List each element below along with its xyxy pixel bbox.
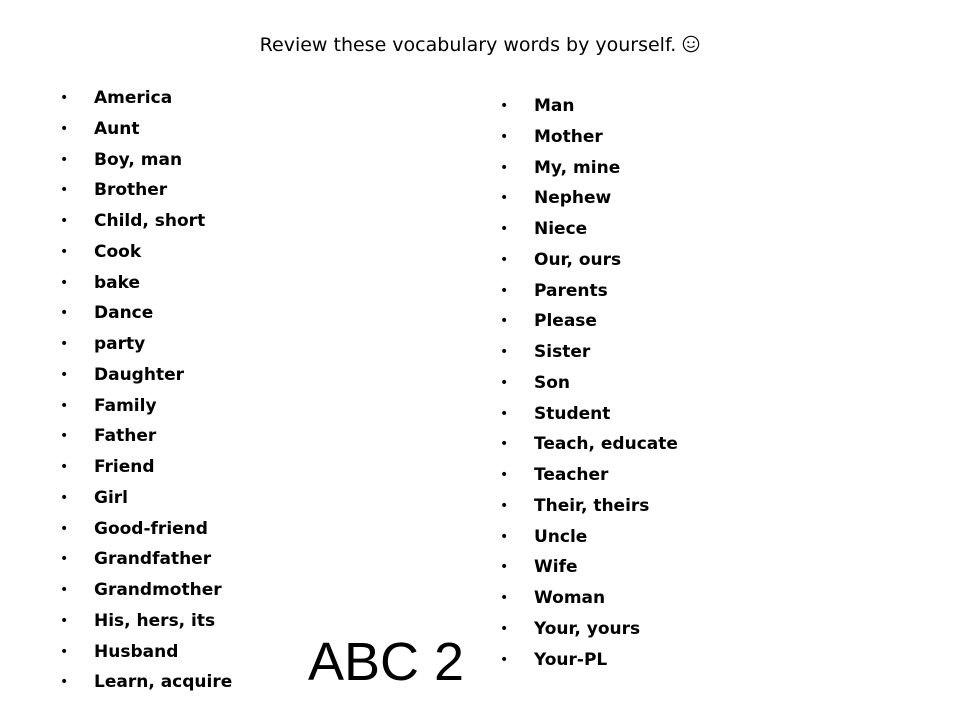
bullet-icon: • bbox=[500, 467, 509, 483]
bullet-icon: • bbox=[60, 182, 69, 199]
bullet-icon: • bbox=[60, 274, 69, 291]
vocabulary-word: Daughter bbox=[94, 364, 184, 385]
vocabulary-item bbox=[60, 514, 232, 545]
vocabulary-item bbox=[60, 329, 232, 360]
vocabulary-item bbox=[60, 421, 232, 452]
footer-title: ABC 2 bbox=[308, 632, 465, 692]
vocabulary-word: Husband bbox=[94, 641, 179, 662]
vocabulary-word: Child, short bbox=[94, 211, 206, 231]
vocabulary-item bbox=[500, 614, 678, 645]
bullet-icon: • bbox=[60, 120, 69, 137]
bullet-icon: • bbox=[60, 213, 69, 229]
vocabulary-item bbox=[500, 399, 678, 430]
bullet-icon: • bbox=[500, 405, 509, 422]
bullet-icon: • bbox=[500, 436, 509, 453]
vocabulary-word: Learn, acquire bbox=[94, 672, 233, 693]
bullet-icon: • bbox=[500, 98, 509, 114]
vocabulary-item bbox=[500, 214, 678, 245]
bullet-icon: • bbox=[500, 251, 509, 268]
vocabulary-item bbox=[500, 183, 678, 214]
vocabulary-item bbox=[500, 491, 678, 522]
vocabulary-word: Parents bbox=[534, 280, 608, 301]
vocabulary-item bbox=[500, 552, 678, 583]
vocabulary-word: Son bbox=[534, 372, 571, 393]
vocabulary-word: Girl bbox=[94, 487, 128, 508]
bullet-icon: • bbox=[500, 528, 509, 545]
vocabulary-item bbox=[500, 583, 678, 614]
bullet-icon: • bbox=[60, 90, 69, 106]
bullet-icon: • bbox=[500, 282, 509, 299]
vocabulary-word: Man bbox=[534, 96, 575, 116]
bullet-icon: • bbox=[500, 190, 509, 207]
vocabulary-word: Grandmother bbox=[94, 580, 222, 600]
bullet-icon: • bbox=[60, 366, 69, 383]
vocabulary-word: Cook bbox=[94, 241, 142, 262]
bullet-icon: • bbox=[500, 344, 509, 360]
vocabulary-word: Boy, man bbox=[94, 149, 183, 170]
vocabulary-list-left bbox=[60, 83, 233, 698]
vocabulary-item bbox=[500, 645, 678, 676]
vocabulary-word: Uncle bbox=[534, 526, 588, 547]
vocabulary-word: Good-friend bbox=[94, 518, 208, 539]
vocabulary-word: Wife bbox=[534, 557, 578, 578]
bullet-icon: • bbox=[60, 305, 69, 322]
vocabulary-item bbox=[60, 268, 232, 299]
vocabulary-item bbox=[500, 245, 678, 276]
vocabulary-item bbox=[60, 606, 232, 637]
vocabulary-word: Nephew bbox=[534, 188, 612, 209]
bullet-icon: • bbox=[500, 651, 509, 668]
vocabulary-word: Student bbox=[534, 403, 611, 424]
vocabulary-word: Please bbox=[534, 311, 597, 332]
vocabulary-item bbox=[60, 483, 232, 514]
vocabulary-item bbox=[60, 145, 232, 176]
vocabulary-word: bake bbox=[94, 272, 141, 293]
vocabulary-item bbox=[500, 153, 678, 184]
vocabulary-word: party bbox=[94, 334, 146, 354]
vocabulary-word: Aunt bbox=[94, 118, 140, 139]
bullet-icon: • bbox=[60, 459, 69, 475]
vocabulary-word: Dance bbox=[94, 303, 154, 324]
bullet-icon: • bbox=[500, 374, 509, 391]
vocabulary-item bbox=[60, 667, 233, 698]
bullet-icon: • bbox=[60, 674, 69, 691]
vocabulary-word: America bbox=[94, 88, 173, 108]
vocabulary-word: Teacher bbox=[534, 465, 609, 485]
vocabulary-item bbox=[500, 460, 678, 491]
vocabulary-word: Our, ours bbox=[534, 249, 622, 270]
vocabulary-item bbox=[60, 206, 232, 237]
vocabulary-word: Mother bbox=[534, 126, 603, 147]
vocabulary-item bbox=[60, 360, 232, 391]
bullet-icon: • bbox=[60, 489, 69, 506]
vocabulary-item bbox=[500, 122, 678, 153]
vocabulary-word: Friend bbox=[94, 457, 155, 477]
vocabulary-word: Grandfather bbox=[94, 549, 212, 570]
vocabulary-word: Brother bbox=[94, 180, 168, 201]
vocabulary-word: Family bbox=[94, 395, 157, 416]
bullet-icon: • bbox=[60, 397, 69, 414]
vocabulary-list-right bbox=[500, 91, 678, 675]
vocabulary-item bbox=[500, 306, 678, 337]
vocabulary-word: Woman bbox=[534, 588, 606, 608]
bullet-icon: • bbox=[60, 336, 69, 352]
bullet-icon: • bbox=[60, 151, 69, 168]
vocabulary-item bbox=[60, 544, 232, 575]
vocabulary-word: Father bbox=[94, 426, 157, 447]
vocabulary-item bbox=[60, 637, 232, 668]
vocabulary-word: Niece bbox=[534, 219, 588, 239]
vocabulary-item bbox=[60, 237, 232, 268]
vocabulary-word: Sister bbox=[534, 342, 591, 362]
vocabulary-word: My, mine bbox=[534, 157, 621, 178]
bullet-icon: • bbox=[500, 313, 509, 330]
bullet-icon: • bbox=[60, 428, 69, 445]
vocabulary-item bbox=[500, 276, 678, 307]
bullet-icon: • bbox=[60, 612, 69, 629]
bullet-icon: • bbox=[60, 551, 69, 568]
slide-title-text: Review these vocabulary words by yourself. bbox=[259, 34, 677, 56]
bullet-icon: • bbox=[500, 159, 509, 176]
vocabulary-item bbox=[60, 575, 232, 606]
vocabulary-word: Your, yours bbox=[534, 618, 641, 639]
vocabulary-item bbox=[60, 452, 232, 483]
bullet-icon: • bbox=[60, 243, 69, 260]
vocabulary-item bbox=[60, 114, 232, 145]
vocabulary-item bbox=[500, 368, 678, 399]
vocabulary-item bbox=[60, 391, 232, 422]
vocabulary-item bbox=[60, 298, 232, 329]
bullet-icon: • bbox=[60, 643, 69, 660]
vocabulary-word: His, hers, its bbox=[94, 610, 216, 631]
slide-title bbox=[0, 30, 960, 60]
vocabulary-word: Teach, educate bbox=[534, 434, 678, 455]
bullet-icon: • bbox=[500, 620, 509, 637]
bullet-icon: • bbox=[500, 590, 509, 606]
bullet-icon: • bbox=[60, 582, 69, 598]
vocabulary-item bbox=[500, 429, 678, 460]
bullet-icon: • bbox=[60, 520, 69, 537]
vocabulary-item bbox=[500, 522, 678, 553]
vocabulary-item bbox=[60, 83, 232, 114]
vocabulary-item bbox=[500, 91, 678, 122]
vocabulary-item bbox=[60, 175, 232, 206]
bullet-icon: • bbox=[500, 497, 509, 514]
bullet-icon: • bbox=[500, 221, 509, 237]
vocabulary-word: Your-PL bbox=[534, 649, 608, 670]
vocabulary-word: Their, theirs bbox=[534, 495, 650, 516]
bullet-icon: • bbox=[500, 128, 509, 145]
bullet-icon: • bbox=[500, 559, 509, 576]
smiley-face-icon bbox=[682, 35, 700, 53]
vocabulary-item bbox=[500, 337, 678, 368]
